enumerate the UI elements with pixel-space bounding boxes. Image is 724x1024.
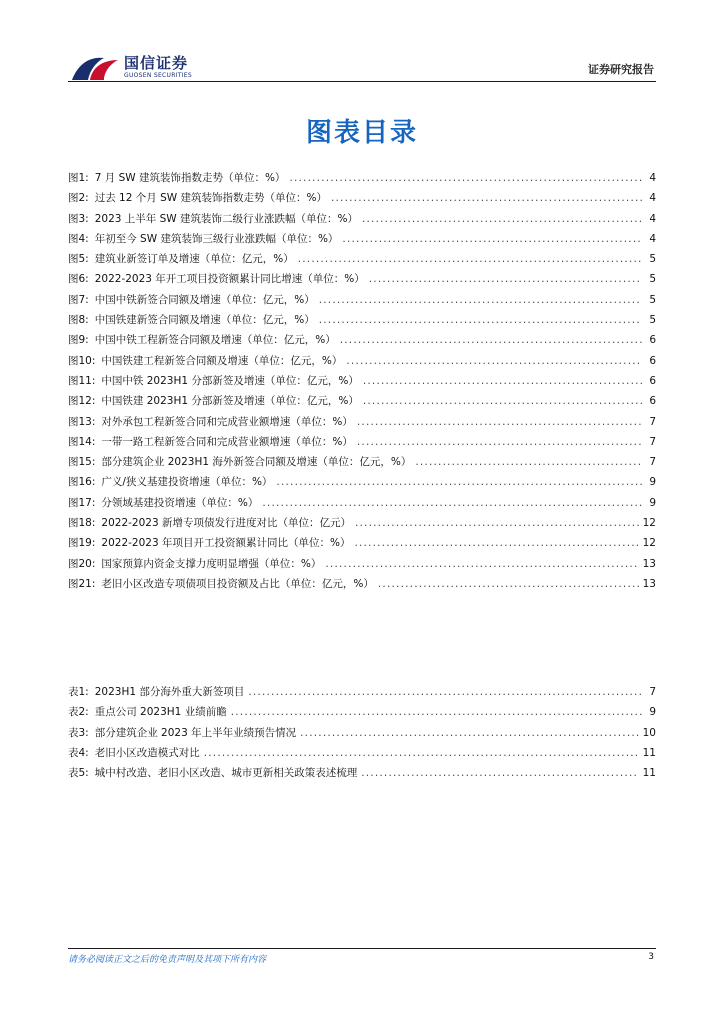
entry-number: 表5: (68, 767, 89, 780)
footer-disclaimer[interactable]: 请务必阅读正文之后的免责声明及其项下所有内容 (68, 955, 267, 965)
dot-leader (298, 253, 642, 265)
entry-number: 图1: (68, 172, 89, 184)
figure-toc-entry[interactable] (68, 535, 656, 555)
dot-leader (319, 294, 642, 306)
entry-number: 图9: (68, 334, 89, 347)
entry-title: 广义/狭义基建投资增速（单位：%） (101, 476, 273, 489)
figure-toc-entry[interactable] (68, 211, 656, 231)
dot-leader (355, 517, 639, 529)
dot-leader (340, 334, 642, 346)
entry-title: 建筑业新签订单及增速（单位：亿元，%） (94, 253, 294, 266)
table-list (68, 684, 656, 785)
dot-leader (342, 233, 642, 245)
entry-page-number: 12 (642, 517, 656, 530)
entry-page-number: 4 (649, 192, 656, 205)
figure-toc-entry[interactable] (68, 373, 656, 393)
entry-number: 表1: (68, 686, 89, 698)
entry-page-number: 13 (642, 557, 656, 570)
dot-leader (363, 395, 642, 407)
entry-title: 对外承包工程新签合同和完成营业额增速（单位：%） (101, 415, 353, 428)
figure-toc-entry[interactable] (68, 576, 656, 596)
dot-leader (346, 355, 642, 367)
entry-title: 国家预算内资金支撑力度明显增强（单位：%） (101, 557, 322, 570)
logo-chinese-name: 国信证券 (124, 53, 189, 72)
entry-number: 图8: (68, 314, 89, 327)
figure-toc-entry[interactable] (68, 251, 656, 271)
dot-leader (369, 273, 642, 285)
page-title: 图表目录 (305, 118, 418, 148)
entry-number: 图21: (68, 577, 96, 590)
entry-page-number: 7 (649, 686, 656, 698)
table-toc-entry[interactable] (68, 725, 656, 745)
guosen-logo-icon (70, 50, 120, 84)
entry-page-number: 9 (649, 476, 656, 489)
entry-page-number: 5 (649, 273, 656, 286)
figure-toc-entry[interactable] (68, 353, 656, 373)
dot-leader (325, 558, 638, 570)
entry-number: 图4: (68, 232, 89, 245)
entry-page-number: 5 (649, 314, 656, 327)
entry-title: 2022-2023 新增专项债发行进度对比（单位：亿元） (101, 517, 351, 530)
entry-number: 图17: (68, 496, 96, 509)
entry-number: 图20: (68, 557, 96, 570)
table-toc-entry[interactable] (68, 765, 656, 785)
figure-toc-entry[interactable] (68, 190, 656, 210)
entry-number: 表3: (68, 726, 89, 739)
dot-leader (378, 578, 639, 590)
page-header (0, 0, 724, 90)
entry-title: 中国中铁工程新签合同额及增速（单位：亿元，%） (94, 334, 336, 347)
entry-page-number: 6 (649, 395, 656, 408)
entry-page-number: 4 (649, 232, 656, 245)
entry-number: 图10: (68, 354, 96, 367)
dot-leader (248, 686, 642, 698)
entry-title: 2023 上半年 SW 建筑装饰二级行业涨跌幅（单位：%） (94, 212, 358, 225)
entry-title: 年初至今 SW 建筑装饰三级行业涨跌幅（单位：%） (94, 232, 339, 245)
entry-number: 图12: (68, 395, 96, 408)
entry-number: 图13: (68, 415, 96, 428)
entry-page-number: 5 (649, 293, 656, 306)
dot-leader (319, 314, 642, 326)
entry-page-number: 13 (642, 577, 656, 590)
figure-toc-entry[interactable] (68, 231, 656, 251)
entry-number: 表2: (68, 706, 89, 719)
entry-number: 图15: (68, 456, 96, 469)
entry-number: 图18: (68, 517, 96, 530)
entry-title: 部分建筑企业 2023 年上半年业绩预告情况 (94, 726, 297, 739)
figure-toc-entry[interactable] (68, 393, 656, 413)
entry-title: 2023H1 部分海外重大新签项目 (94, 686, 245, 698)
figure-toc-entry[interactable] (68, 170, 656, 190)
dot-leader (362, 213, 642, 225)
entry-title: 中国铁建 2023H1 分部新签及增速（单位：亿元，%） (101, 395, 359, 408)
dot-leader (357, 436, 642, 448)
entry-number: 图3: (68, 212, 89, 225)
entry-title: 部分建筑企业 2023H1 海外新签合同额及增速（单位：亿元，%） (101, 456, 412, 469)
figure-toc-entry[interactable] (68, 271, 656, 291)
dot-leader (231, 706, 642, 718)
entry-title: 老旧小区改造专项债项目投资额及占比（单位：亿元，%） (101, 577, 374, 590)
entry-title: 中国铁建工程新签合同额及增速（单位：亿元，%） (101, 354, 343, 367)
table-toc-entry[interactable] (68, 684, 656, 704)
dot-leader (361, 767, 638, 779)
entry-page-number: 6 (649, 374, 656, 387)
entry-title: 中国铁建新签合同额及增速（单位：亿元，%） (94, 314, 315, 327)
entry-page-number: 9 (649, 706, 656, 719)
figure-toc-entry[interactable] (68, 495, 656, 515)
entry-page-number: 7 (649, 415, 656, 428)
entry-page-number: 11 (642, 746, 656, 759)
entry-number: 图14: (68, 435, 96, 448)
figure-toc-entry[interactable] (68, 434, 656, 454)
figure-toc-entry[interactable] (68, 292, 656, 312)
entry-page-number: 4 (649, 172, 656, 184)
dot-leader (276, 476, 642, 488)
page-number: 3 (648, 952, 654, 962)
entry-number: 表4: (68, 746, 89, 759)
entry-page-number: 4 (649, 212, 656, 225)
entry-number: 图6: (68, 273, 89, 286)
figure-toc-entry[interactable] (68, 332, 656, 352)
figure-toc-entry[interactable] (68, 414, 656, 434)
table-toc-entry[interactable] (68, 704, 656, 724)
dot-leader (331, 192, 642, 204)
entry-page-number: 7 (649, 435, 656, 448)
figure-toc-entry[interactable] (68, 312, 656, 332)
dot-leader (289, 172, 642, 184)
entry-number: 图5: (68, 253, 89, 266)
entry-page-number: 6 (649, 354, 656, 367)
figure-toc-entry[interactable] (68, 474, 656, 494)
entry-page-number: 9 (649, 496, 656, 509)
figure-toc-entry[interactable] (68, 454, 656, 474)
entry-page-number: 5 (649, 253, 656, 266)
entry-number: 图19: (68, 537, 96, 550)
entry-title: 2022-2023 年开工项目投资额累计同比增速（单位：%） (94, 273, 365, 286)
dot-leader (363, 375, 642, 387)
entry-title: 一带一路工程新签合同和完成营业额增速（单位：%） (101, 435, 353, 448)
dot-leader (300, 727, 639, 739)
entry-title: 中国中铁新签合同额及增速（单位：亿元，%） (94, 293, 315, 306)
dot-leader (415, 456, 642, 468)
entry-page-number: 11 (642, 767, 656, 780)
entry-number: 图11: (68, 374, 96, 387)
table-toc-entry[interactable] (68, 745, 656, 765)
entry-title: 重点公司 2023H1 业绩前瞻 (94, 706, 227, 719)
entry-page-number: 10 (642, 726, 656, 739)
dot-leader (354, 537, 638, 549)
entry-page-number: 7 (649, 456, 656, 469)
entry-title: 2022-2023 年项目开工投资额累计同比（单位：%） (101, 537, 351, 550)
company-logo (70, 50, 192, 84)
entry-number: 图16: (68, 476, 96, 489)
figure-toc-entry[interactable] (68, 556, 656, 576)
dot-leader (357, 416, 642, 428)
figure-list (68, 170, 656, 596)
entry-title: 7 月 SW 建筑装饰指数走势（单位：%） (94, 172, 286, 184)
header-divider (68, 81, 656, 82)
entry-title: 分领域基建投资增速（单位：%） (101, 496, 259, 509)
dot-leader (262, 497, 642, 509)
entry-title: 老旧小区改造模式对比 (94, 746, 200, 759)
entry-page-number: 12 (642, 537, 656, 550)
report-type-label: 证券研究报告 (588, 63, 654, 76)
entry-title: 中国中铁 2023H1 分部新签及增速（单位：亿元，%） (101, 374, 359, 387)
dot-leader (204, 747, 639, 759)
entry-number: 图2: (68, 192, 89, 205)
footer-divider (68, 948, 656, 949)
logo-english-name: GUOSEN SECURITIES (124, 71, 193, 79)
figure-toc-entry[interactable] (68, 515, 656, 535)
entry-page-number: 6 (649, 334, 656, 347)
entry-number: 图7: (68, 293, 89, 306)
entry-title: 过去 12 个月 SW 建筑装饰指数走势（单位：%） (94, 192, 327, 205)
entry-title: 城中村改造、老旧小区改造、城市更新相关政策表述梳理 (94, 767, 358, 780)
